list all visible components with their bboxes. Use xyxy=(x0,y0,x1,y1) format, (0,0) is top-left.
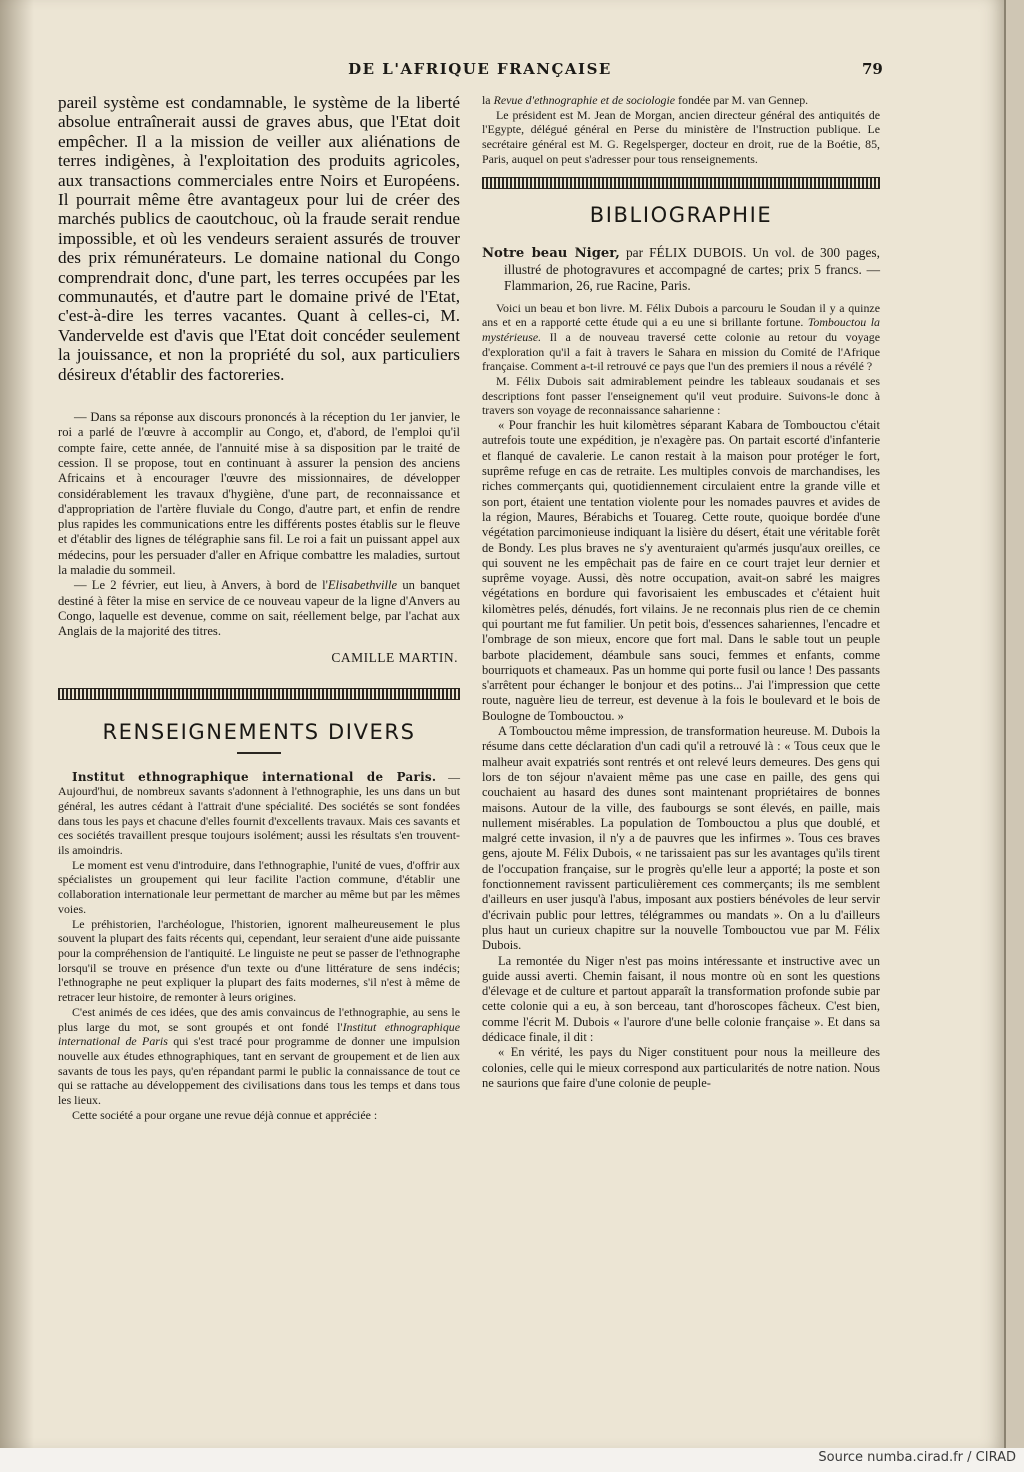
anvers-banquet-paragraph xyxy=(58,578,460,639)
review-text-1-after: Il a de nouveau traversé cette colonie au retour du voyage d'exploration qu'il a fait à travers le Sahara en mission du Comité de l'Afrique française. Comment a-t-il retrouvé ce pays que l'un des premiers il nous a révélé ? xyxy=(482,329,880,374)
page-number: 79 xyxy=(862,60,883,78)
revue-text-before: la xyxy=(482,93,494,107)
institut-title: Institut ethnographique international de Paris. xyxy=(72,769,437,784)
institut-paragraph-4 xyxy=(58,1005,460,1108)
institut-paragraph-5: Cette société a pour organe une revue déjà connue et appréciée : xyxy=(72,1107,378,1122)
revue-paragraph xyxy=(482,93,880,108)
ornamental-rule xyxy=(58,688,460,700)
source-credit: Source numba.cirad.fr / CIRAD xyxy=(818,1450,1016,1465)
section-heading-bibliographie: BIBLIOGRAPHIE xyxy=(589,202,773,227)
review-text-1-before: Voici un beau et bon livre. M. Félix Dubois a parcouru le Soudan il y a quinze ans et en a rapporté cette étude qui a eu une si brillante fortune. xyxy=(482,300,880,330)
institut-text-4-after: qui s'est tracé pour programme de donner une impulsion nouvelle aux études ethnographiques, tant en servant de groupement et de lien aux savants de tous les pays, qu'en répandant parmi le public la connaissance de tout ce qui se rattache au développement des civilisations dans tous les temps et dans tous les lieux. xyxy=(58,1034,460,1108)
author-signature: CAMILLE MARTIN. xyxy=(331,649,458,665)
anvers-text-before: — Le 2 février, eut lieu, à Anvers, à bord de l' xyxy=(74,578,328,593)
institut-paragraph-3: Le préhistorien, l'archéologue, l'historien, ignorent malheureusement le plus souvent la plupart des faits récents qui, cependant, leur seraient d'une aide puissante pour la compréhension de l'antiquité. Le linguiste ne peut se passer de l'ethnographe lorsqu'il se trouve en présence d'un texte ou d'une littérature de sens indécis; l'ethnographe ne peut expliquer la plupart des faits modernes, s'il n'est à même de retracer leur histoire, de remonter à leurs origines. xyxy=(58,916,460,1005)
book-title: Notre beau Niger, xyxy=(482,245,620,261)
book-entry xyxy=(482,245,880,294)
left-column xyxy=(58,93,460,1122)
review-paragraph-3: A Tombouctou même impression, de transformation heureuse. M. Dubois la résume dans cette déclaration d'un cadi qu'il a retrouvé là : « Tous ceux que le malheur avait expatriés sont rentrés et ont relevé leurs demeures. Des gens qui lors de ton séjour n'avaient même pas une case en paille, des gens qui couchaient au hasard des dunes sont maintenant propriétaires de bonnes maisons. Autour de la ville, des faubourgs se sont élevés, en paille, mais nullement misérables. La population de Tombouctou a plus que doublé, et malgré cette invasion, il n'y a de pauvres que les infirmes ». Tous ces braves gens, ajoute M. Félix Dubois, « ne tarissaient pas sur les avantages qu'ils tirent de l'occupation française, sur le progrès qu'elle leur a apporté; la poste et son fonctionnement ravissent particulièrement ces commerçants; ils me semblent d'ailleurs en user jusqu'à l'abus, imposant aux postiers bénévoles de leur servir d'écrivain public pour lettres, télégrammes ou mandats ». On a lu d'ailleurs plus haut un curieux chapitre sur la nouvelle Tombouctou vue par M. Félix Dubois. xyxy=(482,724,880,953)
ornamental-rule xyxy=(482,177,880,189)
tombouctou-title-italic: Tombouctou la mystérieuse. xyxy=(482,315,880,344)
quote-dedication: « En vérité, les pays du Niger constituent pour nous la meilleure des colonies, celle qui le mieux correspond aux particularités de notre nation. Nous ne saurions que faire d'une colonie de peuple- xyxy=(482,1045,880,1090)
right-column xyxy=(482,93,880,1091)
president-paragraph: Le président est M. Jean de Morgan, ancien directeur général des antiquités de l'Egypte, délégué général en Perse du ministère de l'Instruction publique. Le secrétaire général est M. G. Regelsperger, docteur en droit, rue de la Boétie, 85, Paris, auquel on peut s'adresser pour tous renseignements. xyxy=(482,107,880,166)
institut-paragraph-2: Le moment est venu d'introduire, dans l'ethnographie, l'unité de vues, d'offrir aux spécialistes un groupement qui leur facilite l'action commune, d'établir une collaboration internationale leur permettant de marcher au même but par les mêmes voies. xyxy=(58,857,460,916)
section-heading-renseignements: RENSEIGNEMENTS DIVERS xyxy=(102,719,416,744)
quote-kabara: « Pour franchir les huit kilomètres séparant Kabara de Tombouctou c'était autrefois toute une expédition, je n'exagère pas. On partait escorté d'infanterie et flanqué de cavalerie. Le canon restait à la maison pour protéger le fort, suprême refuge en cas de retraite. Les multiples convois de marchandises, les riches commerçants qui, quotidiennement circulaient entre la grande ville et son port, étaient une tentation violente pour les nomades pauvres et avides de la région, Maures, Bérabichs et Touareg. Cette route, quoique bordée d'une végétation parcimonieuse indiquant la lisière du désert, était une véritable forêt de Bondy. Les plus braves ne s'y aventuraient qu'armés jusqu'aux oreilles, ce qui souvent ne les empêchait pas de faire en ce court trajet leur dernier et suprême voyage. Aussi, dès notre occupation, avait-on sabré les maigres végétations en bordure qui favorisaient les embuscades et c'étaient huit kilomètres pelés, dénudés, fort vilains. Je ne reconnais plus rien de ce chemin qui pourtant me fut familier. Un petit bois, d'essences sahariennes, l'encadre et l'ombrage de son mieux, encore que fort mal. Dans le sable tout un peuple barbote placidement, déambule sans souci, femmes et enfants, comme bourriquots et chameaux. Pas un homme qui porte fusil ou lance ! Des passants s'arrêtent pour échanger le bonjour et des potins... J'ai l'impression que cette route, naguère lieu de terreur, est devenue à la fois le boulevard et le bois de Boulogne de Tombouctou. » xyxy=(482,418,880,723)
review-paragraph-2: M. Félix Dubois sait admirablement peindre les tableaux soudanais et ses descriptions font passer l'enseignement qu'il veut produire. Suivons-le donc à travers son voyage de reconnaissance saharienne : xyxy=(482,374,880,418)
institut-paragraph-1 xyxy=(58,770,460,858)
institut-text-4-before: C'est animés de ces idées, que des amis convaincus de l'ethnographie, au sens le plus large du mot, se sont groupés et ont fondé l' xyxy=(58,1004,460,1034)
revue-text-after: fondée par M. van Gennep. xyxy=(675,93,809,107)
revue-name-italic: Revue d'ethnographie et de sociologie xyxy=(493,93,676,107)
book-details: par FÉLIX DUBOIS. Un vol. de 300 pages, illustré de photogravures et accompagné de cartes; prix 5 francs. — Flammarion, 26, rue Racine, Paris. xyxy=(504,244,880,293)
review-paragraph-4: La remontée du Niger n'est pas moins intéressante et instructive avec un guide aussi averti. Chemin faisant, il nous montre où en sont les questions d'élevage et de culture et partout apparaît la transformation profonde subie par cette colonie qui a eu, à son berceau, tant d'horoscopes fâcheux. C'est bien, comme l'écrit M. Dubois « l'aurore d'une belle colonie française ». Et dans sa dédicace finale, il dit : xyxy=(482,953,880,1045)
institut-text-1: — Aujourd'hui, de nombreux savants s'adonnent à l'ethnographie, les uns dans un but général, les autres cédant à l'attrait d'une spécialité. Des sociétés se sont fondées dans tous les pays et chacune d'elles fournit d'excellents travaux. Mais ces savants et ces sociétés travaillent presque toujours isolément; aussi les résultats s'en trouvent-ils amoindris. xyxy=(58,769,460,858)
ship-name: Elisabethville xyxy=(327,578,398,593)
heading-underline xyxy=(237,752,281,754)
king-speech-paragraph: — Dans sa réponse aux discours prononcés à la réception du 1er janvier, le roi a parlé de l'œuvre à accomplir au Congo, et, d'abord, de l'emploi qu'il compte faire, cette année, de l'annuité mise à sa disposition par le traité de cession. Il se propose, tout en continuant à assurer la pension des anciens Africains et à encourager l'œuvre des missionnaires, de développer considérablement les travaux d'hygiène, d'une part, de reconnaissance et d'appropriation de l'artère fluviale du Congo, d'autre part, et enfin de rendre plus rapides les communications entre les différents postes établis sur le fleuve et d'établir des lignes de télégraphie sans fil. Le roi a fait un puissant appel aux médecins, pour les persuader d'aller en Afrique combattre les maladies, surtout la maladie du sommeil. xyxy=(58,410,460,578)
running-title: DE L'AFRIQUE FRANÇAISE xyxy=(348,60,612,78)
review-paragraph-1 xyxy=(482,301,880,375)
anvers-text-after: un banquet destiné à fêter la mise en service de ce nouveau vapeur de la ligne d'Anvers au Congo, laquelle est devenue, comme on sait, réellement belge, par l'achat aux Anglais de la majorité des titres. xyxy=(58,578,460,639)
institut-name-italic: Institut ethnographique international de Paris xyxy=(58,1019,460,1049)
vandervelde-paragraph: pareil système est condamnable, le système de la liberté absolue entraînerait aussi de graves abus, que l'Etat doit empêcher. Il a la mission de veiller aux aliénations de terres indigènes, à l'exploitation des produits agricoles, aux transactions commerciales entre Noirs et Européens. Il pourrait même être avantageux pour lui de créer des marchés publics de caoutchouc, où la fraude serait rendue impossible, et où les vendeurs seraient assurés de trouver des prix rémunérateurs. Le domaine national du Congo comprendrait donc, d'une part, les terres occupées par les communautés, et d'autre part le domaine privé de l'Etat, c'est-à-dire les terres vacantes. Quant à celles-ci, M. Vandervelde est d'avis que l'Etat doit concéder seulement la jouissance, et non la propriété du sol, aux particuliers désireux d'établir des factoreries. xyxy=(58,93,460,384)
